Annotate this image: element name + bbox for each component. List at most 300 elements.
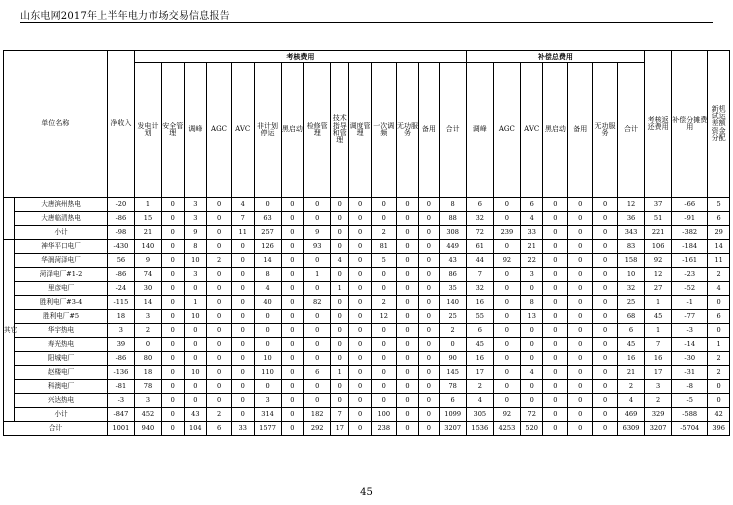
table-cell: 0: [419, 408, 439, 422]
header-assess-col: 合计: [439, 63, 466, 198]
table-row: [4, 240, 730, 254]
table-cell: 15: [134, 212, 161, 226]
table-cell: 104: [184, 422, 207, 436]
header-assess-col: 技术指导和管理: [331, 63, 349, 198]
table-cell: 10: [184, 310, 207, 324]
table-cell: 0: [162, 296, 185, 310]
table-cell: 0: [396, 394, 419, 408]
table-cell: 314: [254, 408, 281, 422]
table-cell: 0: [207, 198, 232, 212]
table-cell: 45: [617, 338, 644, 352]
table-cell: 0: [593, 324, 618, 338]
table-cell: 0: [331, 198, 349, 212]
table-cell: 0: [207, 366, 232, 380]
table-cell: 0: [349, 240, 372, 254]
table-cell: 1577: [254, 422, 281, 436]
header-assess-col: AVC: [231, 63, 254, 198]
subtotal-label: 小计: [15, 408, 108, 422]
table-cell: 0: [593, 352, 618, 366]
table-cell: -161: [672, 254, 708, 268]
table-cell: 16: [466, 352, 493, 366]
table-cell: -23: [672, 268, 708, 282]
table-cell: -1: [672, 296, 708, 310]
table-cell: 0: [371, 366, 396, 380]
table-cell: 78: [439, 380, 466, 394]
table-cell: -8: [672, 380, 708, 394]
table-cell: 0: [231, 240, 254, 254]
table-cell: 0: [231, 338, 254, 352]
header-comp-col: 备用: [568, 63, 593, 198]
table-cell: 33: [231, 422, 254, 436]
table-cell: 0: [281, 212, 304, 226]
table-cell: 0: [543, 394, 568, 408]
table-cell: 0: [304, 394, 331, 408]
table-cell: 0: [568, 296, 593, 310]
table-cell: 0: [568, 422, 593, 436]
table-cell: 12: [371, 310, 396, 324]
table-cell: 0: [331, 310, 349, 324]
table-cell: 0: [349, 338, 372, 352]
table-cell: 0: [396, 380, 419, 394]
table-cell: 0: [304, 254, 331, 268]
table-cell: 0: [593, 366, 618, 380]
table-row: [4, 380, 730, 394]
table-cell: 1099: [439, 408, 466, 422]
unit-name-cell: 菏泽电厂#1-2: [15, 268, 108, 282]
header-assess-col: 发电计划: [134, 63, 161, 198]
table-cell: 0: [493, 296, 520, 310]
table-cell: 0: [349, 198, 372, 212]
header-assess-col: AGC: [207, 63, 232, 198]
table-cell: 8: [520, 296, 543, 310]
table-cell: 0: [349, 254, 372, 268]
table-cell: 6309: [617, 422, 644, 436]
table-cell: 2: [708, 268, 730, 282]
table-cell: 0: [331, 352, 349, 366]
table-cell: 0: [371, 198, 396, 212]
table-cell: 9: [184, 226, 207, 240]
table-cell: -31: [672, 366, 708, 380]
table-cell: 4: [617, 394, 644, 408]
unit-name-cell: 华润菏泽电厂: [15, 254, 108, 268]
table-cell: 0: [162, 338, 185, 352]
table-cell: 13: [520, 310, 543, 324]
table-cell: 0: [419, 254, 439, 268]
table-cell: 0: [593, 254, 618, 268]
table-cell: 56: [107, 254, 134, 268]
table-cell: 12: [617, 198, 644, 212]
table-cell: 0: [304, 212, 331, 226]
table-cell: 14: [708, 240, 730, 254]
table-cell: 51: [645, 212, 672, 226]
table-cell: 0: [231, 310, 254, 324]
table-cell: 0: [134, 338, 161, 352]
table-cell: 0: [207, 212, 232, 226]
table-cell: 2: [708, 352, 730, 366]
table-cell: 0: [520, 380, 543, 394]
table-cell: 22: [520, 254, 543, 268]
table-cell: 17: [466, 366, 493, 380]
table-cell: 5: [371, 254, 396, 268]
table-row: [4, 198, 730, 212]
table-cell: 0: [568, 268, 593, 282]
table-cell: -66: [672, 198, 708, 212]
unit-name-cell: 科澳电厂: [15, 380, 108, 394]
table-cell: 3: [184, 198, 207, 212]
table-cell: 17: [331, 422, 349, 436]
table-row: [4, 296, 730, 310]
table-cell: 4: [520, 366, 543, 380]
table-cell: 3207: [439, 422, 466, 436]
table-cell: 221: [645, 226, 672, 240]
total-label: 合计: [4, 422, 108, 436]
table-cell: 0: [304, 310, 331, 324]
table-cell: 239: [493, 226, 520, 240]
table-cell: -3: [107, 394, 134, 408]
table-cell: 257: [254, 226, 281, 240]
header-unit-name: 单位名称: [4, 51, 108, 198]
table-cell: 0: [331, 268, 349, 282]
table-cell: 0: [371, 324, 396, 338]
table-cell: 11: [708, 254, 730, 268]
header-assess-col: 非计划停运: [254, 63, 281, 198]
table-cell: 0: [543, 324, 568, 338]
unit-name-cell: 大唐临清热电: [15, 212, 108, 226]
table-cell: 0: [231, 254, 254, 268]
table-cell: 29: [708, 226, 730, 240]
table-cell: 88: [439, 212, 466, 226]
table-row: [4, 324, 730, 338]
table-cell: 0: [371, 282, 396, 296]
table-cell: 92: [493, 408, 520, 422]
table-cell: 8: [439, 198, 466, 212]
table-cell: 396: [708, 422, 730, 436]
table-cell: 1: [708, 338, 730, 352]
table-cell: 0: [568, 212, 593, 226]
table-cell: 0: [349, 352, 372, 366]
table-cell: 7: [645, 338, 672, 352]
table-cell: -382: [672, 226, 708, 240]
table-cell: 27: [645, 282, 672, 296]
table-cell: 0: [254, 380, 281, 394]
table-cell: -91: [672, 212, 708, 226]
table-cell: 0: [568, 366, 593, 380]
header-comp-col: 合计: [617, 63, 644, 198]
table-cell: 0: [162, 352, 185, 366]
table-cell: 3: [134, 394, 161, 408]
table-cell: 0: [396, 408, 419, 422]
table-cell: 72: [520, 408, 543, 422]
table-cell: -5: [672, 394, 708, 408]
table-cell: 7: [331, 408, 349, 422]
header-comp-col: 调峰: [466, 63, 493, 198]
table-cell: 45: [466, 338, 493, 352]
table-cell: 0: [162, 324, 185, 338]
table-cell: 6: [304, 366, 331, 380]
table-cell: 21: [134, 226, 161, 240]
table-cell: 1001: [107, 422, 134, 436]
table-cell: 0: [207, 324, 232, 338]
table-cell: 1: [304, 268, 331, 282]
table-cell: 0: [231, 408, 254, 422]
unit-name-cell: 寿光热电: [15, 338, 108, 352]
table-cell: 0: [543, 240, 568, 254]
table-cell: 80: [134, 352, 161, 366]
table-cell: 2: [439, 324, 466, 338]
table-cell: 1: [184, 296, 207, 310]
table-cell: 0: [543, 366, 568, 380]
table-cell: 0: [331, 338, 349, 352]
table-cell: 0: [593, 212, 618, 226]
header-assess-col: 调度管理: [349, 63, 372, 198]
table-cell: -430: [107, 240, 134, 254]
unit-name-cell: 里彦电厂: [15, 282, 108, 296]
table-cell: 0: [593, 268, 618, 282]
table-cell: 2: [466, 380, 493, 394]
subtotal-label: 小计: [15, 226, 108, 240]
table-cell: 343: [617, 226, 644, 240]
table-cell: 0: [281, 352, 304, 366]
table-cell: 0: [184, 380, 207, 394]
table-cell: 0: [184, 282, 207, 296]
subtotal-row: [4, 226, 730, 240]
table-cell: 0: [493, 310, 520, 324]
header-assess-return: 考核返还费用: [645, 51, 672, 198]
table-cell: 0: [419, 282, 439, 296]
table-cell: -20: [107, 198, 134, 212]
market-fee-table: [3, 50, 730, 436]
table-cell: 0: [281, 240, 304, 254]
table-cell: 10: [617, 268, 644, 282]
table-cell: 40: [254, 296, 281, 310]
table-cell: 93: [304, 240, 331, 254]
table-cell: 0: [419, 338, 439, 352]
table-cell: 0: [349, 324, 372, 338]
table-cell: 0: [593, 338, 618, 352]
table-cell: 0: [162, 380, 185, 394]
table-cell: -77: [672, 310, 708, 324]
table-cell: 17: [645, 366, 672, 380]
table-cell: 0: [568, 310, 593, 324]
table-cell: 0: [419, 394, 439, 408]
table-cell: 0: [349, 226, 372, 240]
table-cell: 0: [396, 212, 419, 226]
table-cell: 0: [304, 380, 331, 394]
table-cell: 0: [371, 394, 396, 408]
table-cell: -847: [107, 408, 134, 422]
table-cell: 6: [708, 310, 730, 324]
table-cell: 0: [371, 352, 396, 366]
table-cell: 2: [617, 380, 644, 394]
table-cell: 32: [466, 282, 493, 296]
table-cell: 4: [520, 212, 543, 226]
table-cell: 0: [231, 380, 254, 394]
table-cell: 0: [419, 366, 439, 380]
table-cell: 30: [134, 282, 161, 296]
table-row: [4, 254, 730, 268]
table-cell: 0: [184, 352, 207, 366]
table-cell: 3207: [645, 422, 672, 436]
table-cell: 11: [231, 226, 254, 240]
table-cell: 0: [593, 282, 618, 296]
table-cell: 81: [371, 240, 396, 254]
table-row: [4, 310, 730, 324]
header-assess-col: 安全管理: [162, 63, 185, 198]
table-cell: 0: [254, 198, 281, 212]
table-cell: 0: [493, 212, 520, 226]
table-cell: 86: [439, 268, 466, 282]
table-cell: 0: [162, 282, 185, 296]
table-cell: 0: [371, 212, 396, 226]
header-comp-group: 补偿总费用: [466, 51, 644, 63]
unit-name-cell: 赵楼电厂: [15, 366, 108, 380]
table-cell: 0: [419, 324, 439, 338]
table-cell: 0: [396, 240, 419, 254]
table-cell: 0: [493, 240, 520, 254]
table-cell: 0: [349, 394, 372, 408]
table-cell: 0: [543, 212, 568, 226]
table-cell: 0: [281, 324, 304, 338]
table-cell: 0: [162, 254, 185, 268]
table-cell: 0: [568, 282, 593, 296]
table-cell: 36: [617, 212, 644, 226]
table-cell: 0: [281, 338, 304, 352]
table-cell: 2: [207, 254, 232, 268]
table-cell: 0: [281, 198, 304, 212]
table-cell: 0: [568, 352, 593, 366]
table-cell: 0: [281, 254, 304, 268]
table-cell: 6: [207, 422, 232, 436]
table-cell: 9: [304, 226, 331, 240]
table-cell: 0: [568, 254, 593, 268]
table-cell: 6: [617, 324, 644, 338]
header-new-unit-fund: 新机试运差额资金分配: [708, 51, 730, 198]
table-cell: 110: [254, 366, 281, 380]
table-cell: 92: [645, 254, 672, 268]
header-assess-col: 备用: [419, 63, 439, 198]
category-cell: [4, 198, 15, 240]
table-cell: -136: [107, 366, 134, 380]
table-cell: 33: [520, 226, 543, 240]
table-cell: 0: [304, 338, 331, 352]
table-cell: 0: [162, 268, 185, 282]
table-cell: 0: [543, 352, 568, 366]
table-cell: 2: [708, 366, 730, 380]
table-cell: 14: [254, 254, 281, 268]
table-cell: 42: [708, 408, 730, 422]
table-cell: 0: [231, 296, 254, 310]
table-cell: 39: [107, 338, 134, 352]
table-cell: 0: [281, 380, 304, 394]
table-cell: 0: [543, 282, 568, 296]
table-cell: 0: [349, 366, 372, 380]
table-cell: 0: [184, 324, 207, 338]
table-cell: 2: [645, 394, 672, 408]
table-cell: -184: [672, 240, 708, 254]
table-cell: -14: [672, 338, 708, 352]
table-cell: 2: [371, 296, 396, 310]
table-cell: 0: [304, 352, 331, 366]
table-cell: 0: [281, 226, 304, 240]
header-comp-col: 黑启动: [543, 63, 568, 198]
unit-name-cell: 阳城电厂: [15, 352, 108, 366]
table-cell: 0: [349, 212, 372, 226]
table-cell: 520: [520, 422, 543, 436]
table-cell: -52: [672, 282, 708, 296]
table-cell: 0: [331, 296, 349, 310]
table-cell: 4253: [493, 422, 520, 436]
table-cell: 0: [162, 198, 185, 212]
table-cell: 140: [439, 296, 466, 310]
table-cell: 61: [466, 240, 493, 254]
table-cell: 0: [396, 324, 419, 338]
table-cell: 2: [207, 408, 232, 422]
table-cell: 0: [396, 310, 419, 324]
table-cell: 7: [466, 268, 493, 282]
table-cell: 0: [708, 324, 730, 338]
table-cell: 0: [349, 268, 372, 282]
table-cell: 1: [331, 366, 349, 380]
table-cell: 0: [207, 282, 232, 296]
table-cell: 0: [207, 226, 232, 240]
table-cell: -86: [107, 268, 134, 282]
table-cell: 10: [254, 352, 281, 366]
table-cell: 6: [466, 324, 493, 338]
table-cell: 4: [231, 198, 254, 212]
table-cell: 55: [466, 310, 493, 324]
table-cell: 0: [543, 198, 568, 212]
header-comp-col: 无功服务: [593, 63, 618, 198]
table-cell: 0: [493, 268, 520, 282]
table-cell: 0: [419, 296, 439, 310]
table-cell: 140: [134, 240, 161, 254]
table-cell: 0: [331, 380, 349, 394]
table-cell: 78: [134, 380, 161, 394]
table-cell: 21: [617, 366, 644, 380]
table-cell: 16: [645, 352, 672, 366]
header-assess-group: 考核费用: [134, 51, 466, 63]
table-cell: -86: [107, 212, 134, 226]
table-cell: 18: [107, 310, 134, 324]
table-cell: 0: [593, 408, 618, 422]
header-assess-col: 黑启动: [281, 63, 304, 198]
table-cell: 0: [207, 240, 232, 254]
table-cell: 0: [543, 296, 568, 310]
table-cell: 0: [231, 394, 254, 408]
table-cell: 7: [231, 212, 254, 226]
table-row: [4, 366, 730, 380]
table-cell: 940: [134, 422, 161, 436]
table-cell: 3: [184, 268, 207, 282]
table-cell: 469: [617, 408, 644, 422]
table-cell: 0: [162, 394, 185, 408]
table-cell: 0: [543, 254, 568, 268]
table-cell: 0: [349, 296, 372, 310]
table-cell: 0: [184, 394, 207, 408]
table-cell: 0: [207, 352, 232, 366]
table-cell: 0: [593, 226, 618, 240]
table-cell: 35: [439, 282, 466, 296]
table-cell: 0: [331, 226, 349, 240]
table-cell: 4: [254, 282, 281, 296]
table-cell: 0: [543, 310, 568, 324]
table-cell: 1: [134, 198, 161, 212]
table-cell: 0: [371, 338, 396, 352]
table-cell: 25: [439, 310, 466, 324]
table-cell: -30: [672, 352, 708, 366]
table-cell: 1: [645, 324, 672, 338]
table-cell: 0: [419, 380, 439, 394]
